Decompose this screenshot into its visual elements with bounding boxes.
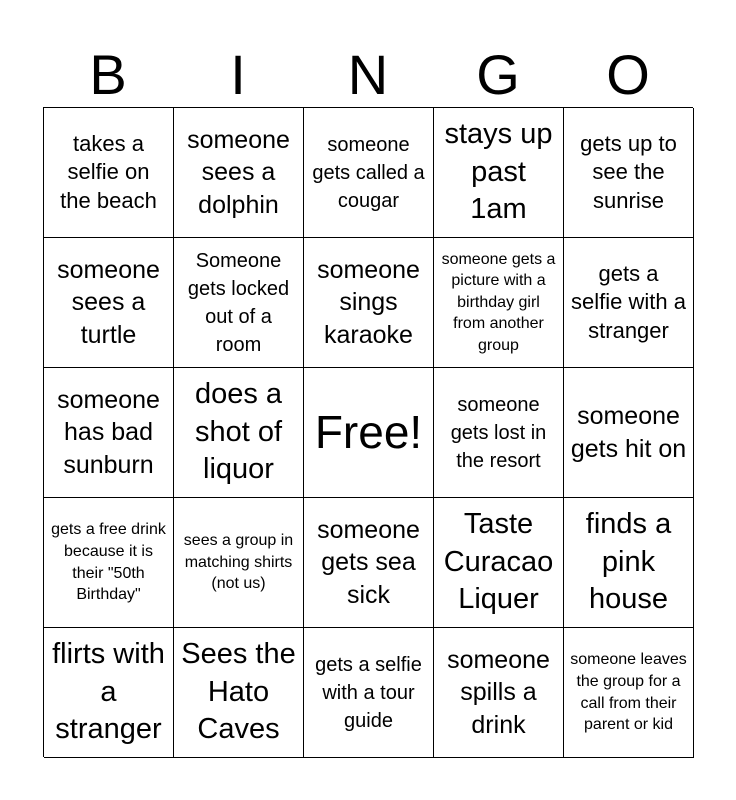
bingo-cell[interactable]: someone gets called a cougar bbox=[304, 108, 434, 238]
bingo-cell[interactable]: someone gets sea sick bbox=[304, 498, 434, 628]
bingo-cell[interactable]: does a shot of liquor bbox=[174, 368, 304, 498]
bingo-cell[interactable]: someone sings karaoke bbox=[304, 238, 434, 368]
bingo-cell[interactable]: someone has bad sunburn bbox=[44, 368, 174, 498]
bingo-cell[interactable]: finds a pink house bbox=[564, 498, 694, 628]
header-letter-n: N bbox=[347, 43, 389, 106]
header-letter-o: O bbox=[606, 43, 650, 106]
bingo-cell[interactable]: someone spills a drink bbox=[434, 628, 564, 758]
bingo-cell[interactable]: gets a selfie with a stranger bbox=[564, 238, 694, 368]
bingo-cell[interactable]: gets a selfie with a tour guide bbox=[304, 628, 434, 758]
header-letter-g: G bbox=[476, 43, 520, 106]
free-space-cell[interactable]: Free! bbox=[304, 368, 434, 498]
bingo-cell[interactable]: someone sees a turtle bbox=[44, 238, 174, 368]
bingo-cell[interactable]: someone sees a dolphin bbox=[174, 108, 304, 238]
bingo-cell[interactable]: Taste Curacao Liquer bbox=[434, 498, 564, 628]
bingo-cell[interactable]: Someone gets locked out of a room bbox=[174, 238, 304, 368]
bingo-cell[interactable]: someone leaves the group for a call from their parent or kid bbox=[564, 628, 694, 758]
bingo-card-grid bbox=[43, 107, 693, 757]
header-letter-i: I bbox=[230, 43, 246, 106]
bingo-cell[interactable]: takes a selfie on the beach bbox=[44, 108, 174, 238]
bingo-cell[interactable]: someone gets lost in the resort bbox=[434, 368, 564, 498]
header-letter-b: B bbox=[89, 43, 127, 106]
bingo-cell[interactable]: flirts with a stranger bbox=[44, 628, 174, 758]
bingo-cell[interactable]: someone gets hit on bbox=[564, 368, 694, 498]
bingo-cell[interactable]: stays up past 1am bbox=[434, 108, 564, 238]
bingo-header bbox=[43, 44, 693, 106]
bingo-cell[interactable]: someone gets a picture with a birthday girl from another group bbox=[434, 238, 564, 368]
bingo-cell[interactable]: sees a group in matching shirts (not us) bbox=[174, 498, 304, 628]
bingo-cell[interactable]: Sees the Hato Caves bbox=[174, 628, 304, 758]
bingo-cell[interactable]: gets up to see the sunrise bbox=[564, 108, 694, 238]
bingo-cell[interactable]: gets a free drink because it is their "50th Birthday" bbox=[44, 498, 174, 628]
